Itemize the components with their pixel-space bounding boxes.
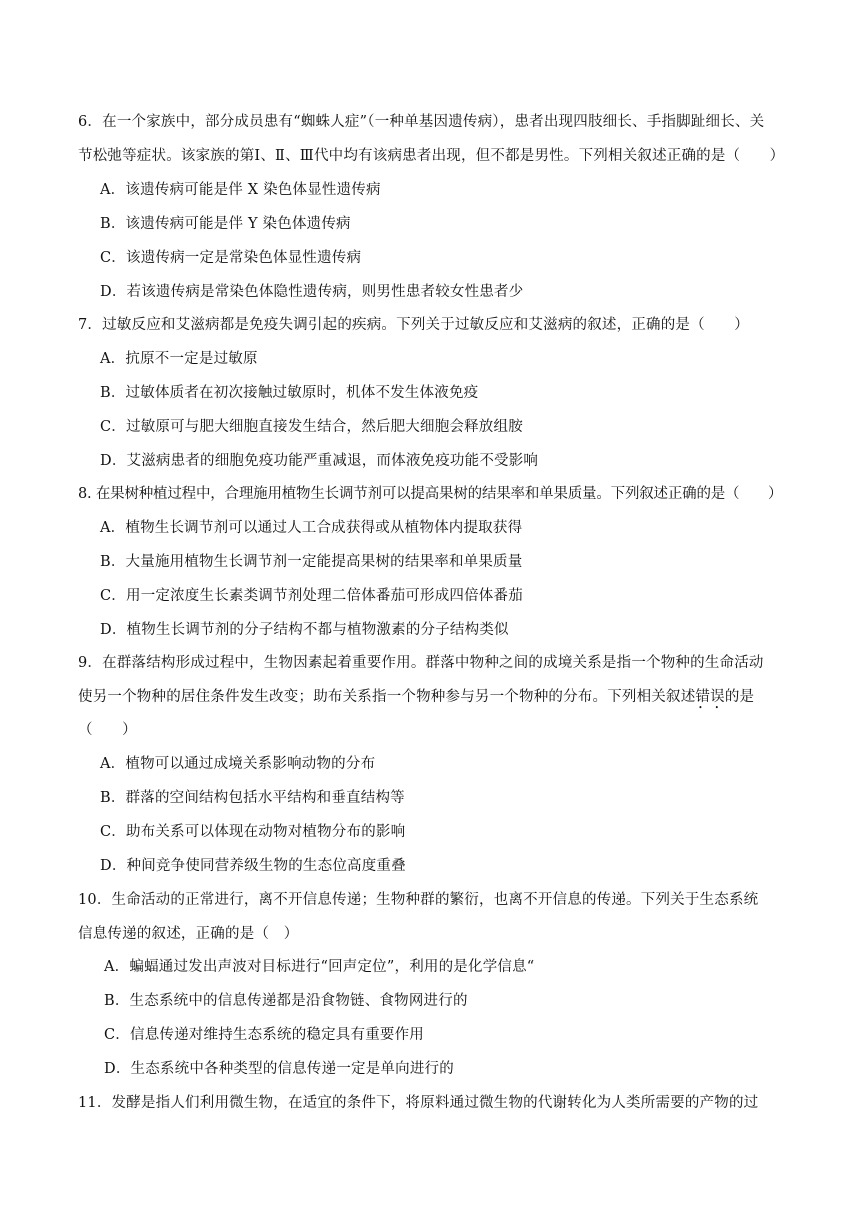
q9-option-a: A．植物可以通过成境关系影响动物的分布 xyxy=(100,756,376,772)
q8-option-a: A．植物生长调节剂可以通过人工合成获得或从植物体内提取获得 xyxy=(100,520,523,536)
q9-stem-line2-text: 使另一个物种的居住条件发生改变；助布关系指一个物种参与另一个物种的分布。下列相关叙述 xyxy=(78,689,696,705)
q9-option-d: D．种间竞争使同营养级生物的生态位高度重叠 xyxy=(100,858,406,874)
q8-option-b: B．大量施用植物生长调节剂一定能提高果树的结果率和单果质量 xyxy=(100,554,523,570)
q6-option-a: A．该遗传病可能是伴 X 染色体显性遗传病 xyxy=(100,182,381,198)
q11-stem-line1: 11．发酵是指人们利用微生物，在适宜的条件下，将原料通过微生物的代谢转化为人类所需要的产物的过 xyxy=(78,1095,759,1111)
q6-option-b: B．该遗传病可能是伴 Y 染色体遗传病 xyxy=(100,216,351,232)
q6-stem-line2: 节松弛等症状。该家族的第Ⅰ、Ⅱ、Ⅲ代中均有该病患者出现，但不都是男性。下列相关叙述正确的是（ ） xyxy=(78,148,785,164)
q10-stem-line1: 10．生命活动的正常进行，离不开信息传递；生物种群的繁衍，也离不开信息的传递。下列关于生态系统 xyxy=(78,892,759,908)
q8-stem-line1: 8. 在果树种植过程中，合理施用植物生长调节剂可以提高果树的结果率和单果质量。下列叙述正确的是（ ） xyxy=(78,486,783,502)
q9-stem-line2 xyxy=(78,687,754,707)
q10-option-a: A．蝙蝠通过发出声波对目标进行“回声定位”，利用的是化学信息“ xyxy=(104,959,535,975)
q7-option-b: B．过敏体质者在初次接触过敏原时，机体不发生体液免疫 xyxy=(100,385,479,401)
q7-option-a: A．抗原不一定是过敏原 xyxy=(100,351,258,367)
q9-emphasized-word: 错误 • • xyxy=(695,689,724,705)
q7-option-c: C．过敏原可与肥大细胞直接发生结合，然后肥大细胞会释放组胺 xyxy=(100,419,523,435)
q8-option-c: C．用一定浓度生长素类调节剂处理二倍体番茄可形成四倍体番茄 xyxy=(100,588,523,604)
q9-stem-line2-tail: 的是 xyxy=(724,689,755,705)
q7-option-d: D．艾滋病患者的细胞免疫功能严重减退，而体液免疫功能不受影响 xyxy=(100,453,539,469)
q9-option-b: B．群落的空间结构包括水平结构和垂直结构等 xyxy=(100,790,405,806)
q6-stem-line1: 6．在一个家族中，部分成员患有“蜘蛛人症”（一种单基因遗传病），患者出现四肢细长、手指脚趾细长、关 xyxy=(78,114,765,130)
q6-option-d: D．若该遗传病是常染色体隐性遗传病，则男性患者较女性患者少 xyxy=(100,284,524,300)
q9-stem-line3: （ ） xyxy=(78,722,137,738)
q10-stem-line2: 信息传递的叙述，正确的是（ ） xyxy=(78,926,299,942)
q10-option-c: C．信息传递对维持生态系统的稳定具有重要作用 xyxy=(104,1027,424,1043)
q7-stem-line1: 7．过敏反应和艾滋病都是免疫失调引起的疾病。下列关于过敏反应和艾滋病的叙述，正确的是（ ） xyxy=(78,317,749,333)
q9-stem-line1: 9．在群落结构形成过程中，生物因素起着重要作用。群落中物种之间的成境关系是指一个物种的生命活动 xyxy=(78,655,764,671)
q10-option-d: D．生态系统中各种类型的信息传递一定是单向进行的 xyxy=(104,1061,454,1077)
q9-option-c: C．助布关系可以体现在动物对植物分布的影响 xyxy=(100,824,406,840)
q8-option-d: D．植物生长调节剂的分子结构不都与植物激素的分子结构类似 xyxy=(100,622,509,638)
q6-option-c: C．该遗传病一定是常染色体显性遗传病 xyxy=(100,250,362,266)
q10-option-b: B．生态系统中的信息传递都是沿食物链、食物网进行的 xyxy=(104,993,468,1009)
